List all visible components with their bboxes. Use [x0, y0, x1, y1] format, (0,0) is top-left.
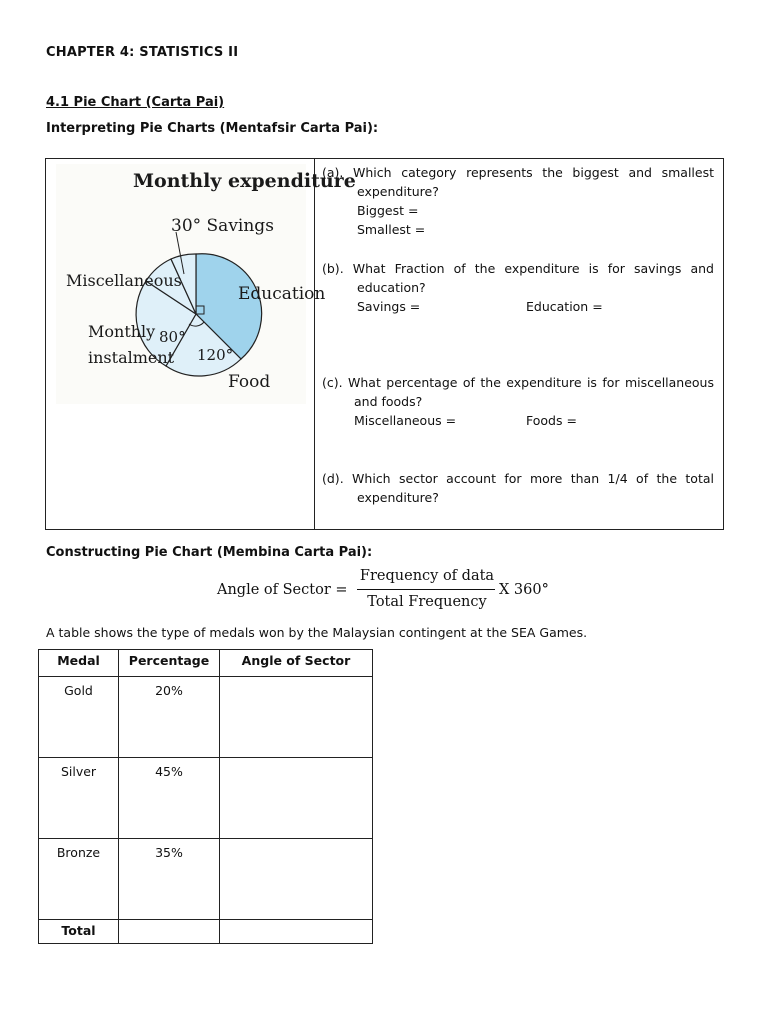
cell-angle[interactable]: [220, 839, 373, 920]
question-c-line2: and foods?: [354, 394, 423, 409]
question-d-line2: expenditure?: [357, 490, 439, 505]
question-d: [322, 469, 714, 507]
formula-denominator: Total Frequency: [367, 594, 487, 610]
question-b: [322, 259, 714, 316]
label-angle-120: 120°: [197, 346, 234, 364]
section-title: 4.1 Pie Chart (Carta Pai): [46, 95, 225, 110]
label-monthly: Monthly: [88, 322, 156, 341]
formula-lhs: Angle of Sector =: [217, 582, 348, 598]
question-b-line1: (b). What Fraction of the expenditure is for savings and: [322, 261, 714, 276]
answer-education: Education =: [526, 299, 603, 314]
cell-total-label: Total: [39, 920, 119, 944]
header-percentage: Percentage: [119, 650, 220, 677]
question-a-line2: expenditure?: [357, 184, 439, 199]
question-d-line1: (d). Which sector account for more than 1/4 of the total: [322, 471, 714, 486]
pie-title: Monthly expenditure: [133, 170, 356, 192]
label-food: Food: [228, 372, 271, 392]
interpreting-heading: Interpreting Pie Charts (Mentafsir Carta Pai):: [46, 121, 379, 136]
answer-foods: Foods =: [526, 413, 577, 428]
answer-row-b: [322, 297, 714, 316]
chapter-title: CHAPTER 4: STATISTICS II: [46, 45, 239, 60]
table-row: [39, 677, 373, 758]
cell-angle[interactable]: [220, 758, 373, 839]
answer-biggest: Biggest =: [357, 203, 419, 218]
label-education: Education: [238, 284, 326, 304]
box-divider: [314, 159, 315, 529]
question-c-line1: (c). What percentage of the expenditure is for miscellaneous: [322, 375, 714, 390]
medal-table: [38, 649, 373, 944]
label-miscellaneous: Miscellaneous: [66, 271, 182, 290]
question-a-line1: (a). Which category represents the biggest and smallest: [322, 165, 714, 180]
table-row: [39, 758, 373, 839]
label-instalment: instalment: [88, 348, 175, 367]
question-a: [322, 163, 714, 239]
label-savings: 30° Savings: [171, 216, 274, 236]
header-angle: Angle of Sector: [220, 650, 373, 677]
cell-angle[interactable]: [220, 677, 373, 758]
question-b-line2: education?: [357, 280, 426, 295]
formula-numerator: Frequency of data: [359, 568, 495, 584]
table-row: [39, 839, 373, 920]
cell-total-angle[interactable]: [220, 920, 373, 944]
table-header-row: [39, 650, 373, 677]
pie-chart-figure: [56, 164, 356, 404]
formula-rhs: X 360°: [499, 582, 549, 598]
answer-savings: Savings =: [357, 299, 421, 314]
question-box: [45, 158, 724, 530]
fraction-bar: [357, 589, 495, 590]
cell-percentage: 20%: [119, 677, 220, 758]
answer-miscellaneous: Miscellaneous =: [354, 413, 457, 428]
cell-medal: Bronze: [39, 839, 119, 920]
constructing-heading: Constructing Pie Chart (Membina Carta Pai):: [46, 545, 373, 560]
table-total-row: [39, 920, 373, 944]
label-angle-80: 80°: [159, 328, 186, 346]
table-intro: A table shows the type of medals won by the Malaysian contingent at the SEA Games.: [46, 625, 588, 640]
cell-total-percentage[interactable]: [119, 920, 220, 944]
cell-medal: Silver: [39, 758, 119, 839]
question-c: [322, 373, 714, 430]
answer-row-c: [322, 411, 714, 430]
answer-smallest: Smallest =: [357, 222, 426, 237]
header-medal: Medal: [39, 650, 119, 677]
cell-percentage: 35%: [119, 839, 220, 920]
cell-percentage: 45%: [119, 758, 220, 839]
cell-medal: Gold: [39, 677, 119, 758]
